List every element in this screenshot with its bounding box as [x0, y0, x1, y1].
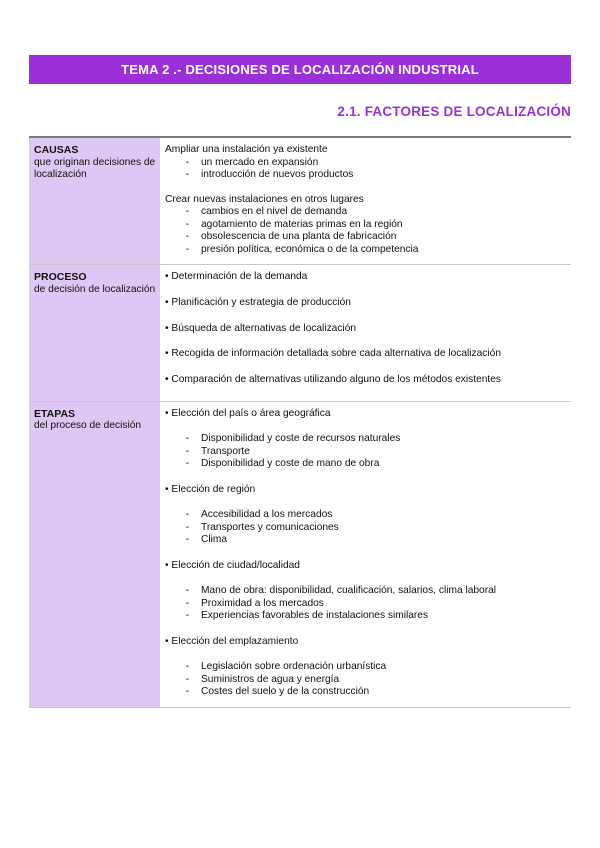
item-text: Mano de obra: disponibilidad, cualificación, salarios, clima laboral	[201, 585, 497, 597]
item-text: Disponibilidad y coste de mano de obra	[201, 458, 380, 470]
proceso-step: • Búsqueda de alternativas de localización	[165, 322, 357, 334]
list-item	[165, 169, 567, 182]
list-item	[165, 244, 567, 257]
dash-mark: -	[185, 243, 189, 255]
item-text: Experiencias favorables de instalaciones similares	[201, 610, 429, 622]
item-text: presión política, económica o de la competencia	[201, 243, 419, 255]
stage-heading: • Elección del país o área geográfica	[165, 407, 331, 419]
list-item	[165, 219, 567, 232]
list-item	[165, 509, 567, 522]
item-text: Transporte	[201, 445, 250, 457]
item-text: Disponibilidad y coste de recursos naturales	[201, 433, 401, 445]
stage-heading: • Elección de ciudad/localidad	[165, 559, 300, 571]
dash-mark: -	[185, 661, 189, 673]
list-item	[165, 206, 567, 219]
item-text: Costes del suelo y de la construcción	[201, 686, 370, 698]
dash-mark: -	[185, 585, 189, 597]
proceso-step: • Determinación de la demanda	[165, 271, 308, 282]
etapas-subtitle: del proceso de decisión	[34, 420, 142, 432]
stage-list	[165, 661, 567, 699]
label-cell-causas	[29, 137, 160, 265]
dash-mark: -	[185, 686, 189, 698]
dash-mark: -	[185, 206, 189, 217]
causas-group2-intro: Crear nuevas instalaciones en otros lugares	[165, 193, 364, 205]
list-item	[165, 674, 567, 687]
proceso-subtitle: de decisión de localización	[34, 283, 156, 295]
label-cell-etapas	[29, 401, 160, 707]
label-cell-proceso	[29, 265, 160, 402]
proceso-step: • Comparación de alternativas utilizando alguno de los métodos existentes	[165, 374, 501, 386]
row-causas	[29, 137, 571, 265]
item-text: obsolescencia de una planta de fabricación	[201, 231, 397, 242]
stage-heading: • Elección de región	[165, 483, 256, 495]
list-item	[165, 661, 567, 674]
dash-mark: -	[185, 231, 189, 242]
list-item	[165, 534, 567, 547]
proceso-step: • Planificación y estrategia de producción	[165, 296, 351, 308]
causas-group1-intro: Ampliar una instalación ya existente	[165, 144, 328, 155]
list-item	[165, 585, 567, 598]
proceso-title: PROCESO	[34, 271, 87, 283]
stage-list	[165, 433, 567, 471]
list-item	[165, 458, 567, 471]
item-text: Transportes y comunicaciones	[201, 521, 339, 533]
list-item	[165, 610, 567, 623]
stage-list	[165, 509, 567, 547]
item-text: cambios en el nivel de demanda	[201, 206, 348, 217]
content-cell-causas	[160, 137, 571, 265]
dash-mark: -	[185, 610, 189, 622]
row-proceso	[29, 265, 571, 402]
row-etapas	[29, 401, 571, 707]
etapas-title: ETAPAS	[34, 407, 76, 420]
item-text: Accesibilidad a los mercados	[201, 509, 333, 521]
causas-title: CAUSAS	[34, 144, 79, 156]
dash-mark: -	[185, 458, 189, 470]
proceso-step: • Recogida de información detallada sobre cada alternativa de localización	[165, 348, 501, 360]
list-item	[165, 157, 567, 170]
dash-mark: -	[185, 673, 189, 685]
list-item	[165, 231, 567, 244]
list-item	[165, 598, 567, 611]
item-text: introducción de nuevos productos	[201, 169, 354, 180]
dash-mark: -	[185, 218, 189, 230]
factors-table	[29, 136, 571, 708]
item-text: Clima	[201, 534, 228, 546]
list-item	[165, 686, 567, 699]
dash-mark: -	[185, 521, 189, 533]
causas-subtitle: que originan decisiones de localización	[34, 156, 156, 180]
item-text: Legislación sobre ordenación urbanística	[201, 661, 387, 673]
stage-heading: • Elección del emplazamiento	[165, 635, 299, 647]
page-banner	[29, 55, 571, 84]
item-text: Proximidad a los mercados	[201, 597, 324, 609]
causas-group1-list	[165, 157, 567, 182]
list-item	[165, 446, 567, 459]
dash-mark: -	[185, 534, 189, 546]
dash-mark: -	[185, 169, 189, 180]
dash-mark: -	[185, 433, 189, 445]
list-item	[165, 522, 567, 535]
page-title: TEMA 2 .- DECISIONES DE LOCALIZACIÓN INDUSTRIAL	[121, 62, 479, 77]
dash-mark: -	[185, 445, 189, 457]
dash-mark: -	[185, 597, 189, 609]
item-text: un mercado en expansión	[201, 156, 319, 168]
section-title: 2.1. FACTORES DE LOCALIZACIÓN	[337, 104, 571, 119]
content-cell-etapas	[160, 401, 571, 707]
dash-mark: -	[185, 156, 189, 168]
stage-list	[165, 585, 567, 623]
item-text: Suministros de agua y energía	[201, 673, 340, 685]
content-cell-proceso	[160, 265, 571, 402]
item-text: agotamiento de materias primas en la región	[201, 218, 403, 230]
dash-mark: -	[185, 509, 189, 521]
causas-group2-list	[165, 206, 567, 256]
list-item	[165, 433, 567, 446]
